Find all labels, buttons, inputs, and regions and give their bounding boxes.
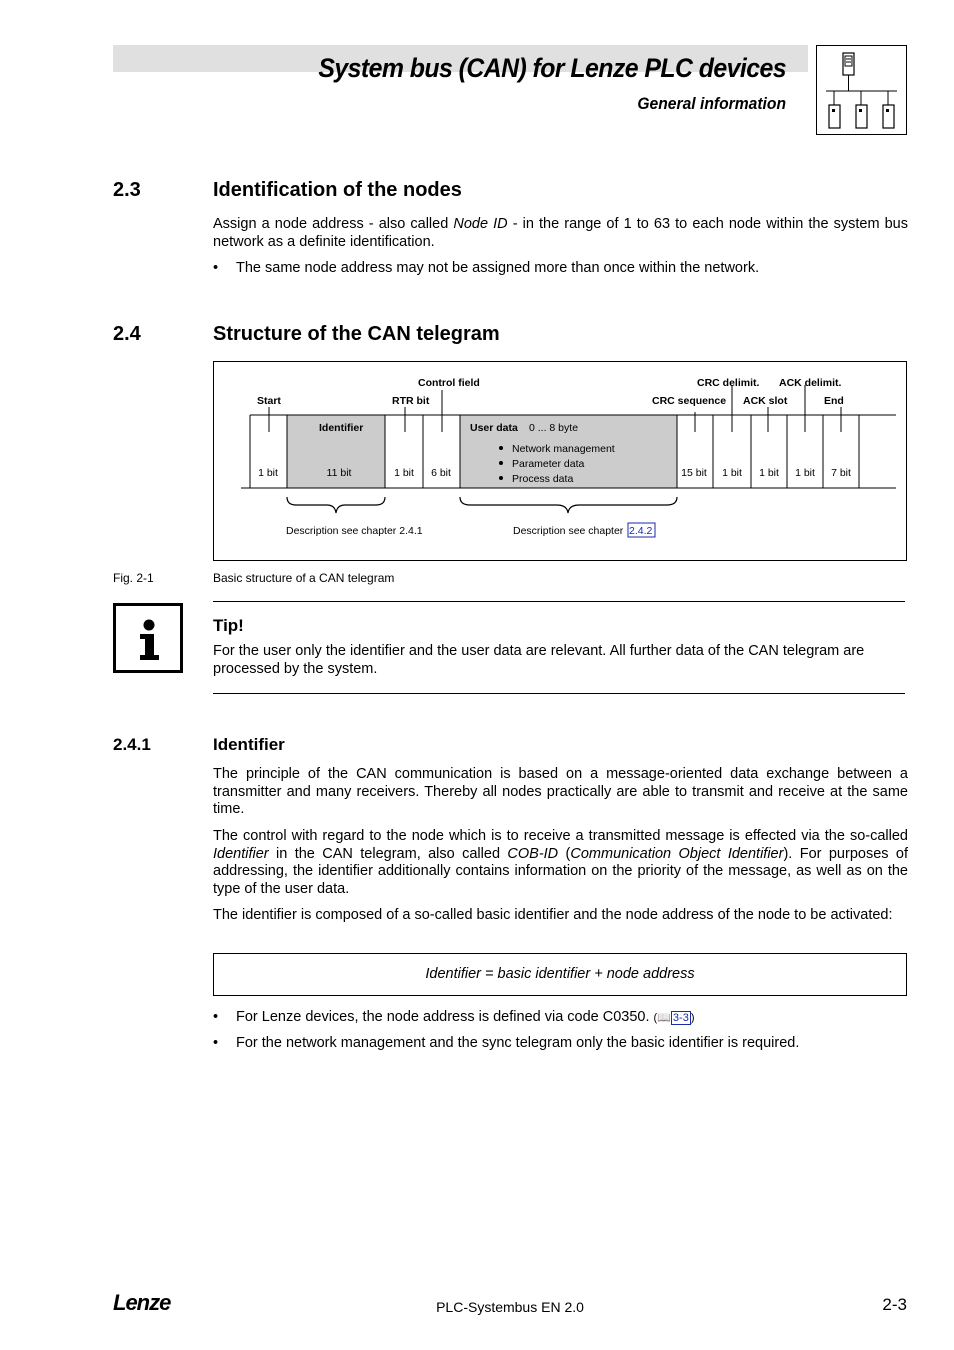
user-data-item: Network management (512, 443, 615, 455)
label-user-data: User data (470, 422, 518, 434)
bit-count: 15 bit (681, 467, 707, 479)
tip-text: For the user only the identifier and the user data are relevant. All further data of the CAN telegram are processed by the system. (213, 643, 865, 677)
bit-count: 1 bit (722, 467, 742, 479)
bit-count: 7 bit (831, 467, 851, 479)
paragraph (213, 216, 908, 251)
figure-label: Fig. 2-1 (113, 571, 154, 585)
info-icon (113, 603, 183, 673)
page-header-subtitle: General information (637, 94, 786, 113)
section-number: 2.4 (113, 323, 141, 345)
label-rtr-bit: RTR bit (392, 395, 430, 407)
label-identifier: Identifier (319, 422, 364, 434)
section-number: 2.4.1 (113, 735, 151, 754)
emphasis: Communication Object Identifier (570, 845, 784, 862)
user-data-item: Process data (512, 473, 574, 485)
text-run: - in the range of 1 to 63 to each node within the system bus network as a definite identification. (213, 216, 908, 250)
emphasis: Identifier (213, 845, 269, 862)
tip-title: Tip! (213, 616, 244, 635)
page-number: 2-3 (882, 1295, 907, 1314)
text-run: Assign a node address - also called (213, 216, 454, 232)
label-end: End (824, 395, 844, 407)
section-title: Identifier (213, 735, 285, 754)
formula-box: Identifier = basic identifier + node address (213, 953, 907, 996)
label-control-field: Control field (418, 377, 480, 389)
description-identifier: Description see chapter 2.4.1 (286, 525, 423, 537)
label-start: Start (257, 395, 281, 407)
bit-count: 11 bit (326, 467, 352, 479)
text-run: in the CAN telegram, also called (268, 845, 508, 862)
bit-count: 1 bit (258, 467, 278, 479)
text-run: The control with regard to the node which is to receive a transmitted message is effected via the so-called (213, 828, 908, 844)
reference: (📖 3-3 ) (653, 1012, 695, 1024)
text-run: ). For purposes of addressing, the identifier additionally contains information on the priority of the message, as well as on the type of the user data. (213, 845, 908, 897)
label-ack-delimit: ACK delimit. (779, 377, 842, 389)
bit-count: 1 bit (795, 467, 815, 479)
description-user-data: Description see chapter (513, 525, 624, 537)
section-title: Identification of the nodes (213, 179, 462, 201)
bullet-text: For the network management and the sync telegram only the basic identifier is required. (236, 1035, 800, 1051)
label-crc-delimit: CRC delimit. (697, 377, 760, 389)
page-reference-link[interactable]: 3-3 (672, 1012, 689, 1024)
figure-caption: Basic structure of a CAN telegram (213, 571, 395, 585)
bullet-text: For Lenze devices, the node address is defined via code C0350. (236, 1009, 650, 1025)
brace-user-data (460, 497, 677, 513)
bullet-text: The same node address may not be assigned more than once within the network. (236, 260, 760, 276)
divider (213, 601, 905, 602)
section-title: Structure of the CAN telegram (213, 323, 500, 345)
network-devices-icon (816, 45, 907, 135)
can-telegram-diagram (213, 361, 907, 561)
user-data-item: Parameter data (512, 458, 585, 470)
label-ack-slot: ACK slot (743, 395, 788, 407)
chapter-link: 2.4.2 (629, 525, 653, 537)
document-id: PLC-Systembus EN 2.0 (436, 1299, 584, 1315)
page-header-title: System bus (CAN) for Lenze PLC devices (318, 53, 786, 83)
lenze-logo: Lenze (113, 1290, 171, 1315)
emphasis: COB-ID (507, 845, 559, 862)
paragraph (213, 828, 908, 898)
label-user-data-size: 0 ... 8 byte (529, 422, 579, 434)
paragraph: The identifier is composed of a so-called basic identifier and the node address of the node to be activated: (213, 907, 893, 923)
bit-count: 1 bit (759, 467, 779, 479)
label-crc-sequence: CRC sequence (652, 395, 727, 407)
book-icon: 📖 (657, 1012, 671, 1024)
bit-count: 6 bit (431, 467, 451, 479)
text-run: ( (558, 845, 571, 862)
emphasis: Node ID (453, 216, 508, 232)
section-number: 2.3 (113, 179, 141, 201)
divider (213, 693, 905, 694)
paragraph: The principle of the CAN communication is based on a message-oriented data exchange between a transmitter and many receivers. Thereby all nodes practically are able to transmit and receive at the same time. (213, 766, 908, 817)
brace-identifier (287, 497, 385, 513)
bit-count: 1 bit (394, 467, 414, 479)
